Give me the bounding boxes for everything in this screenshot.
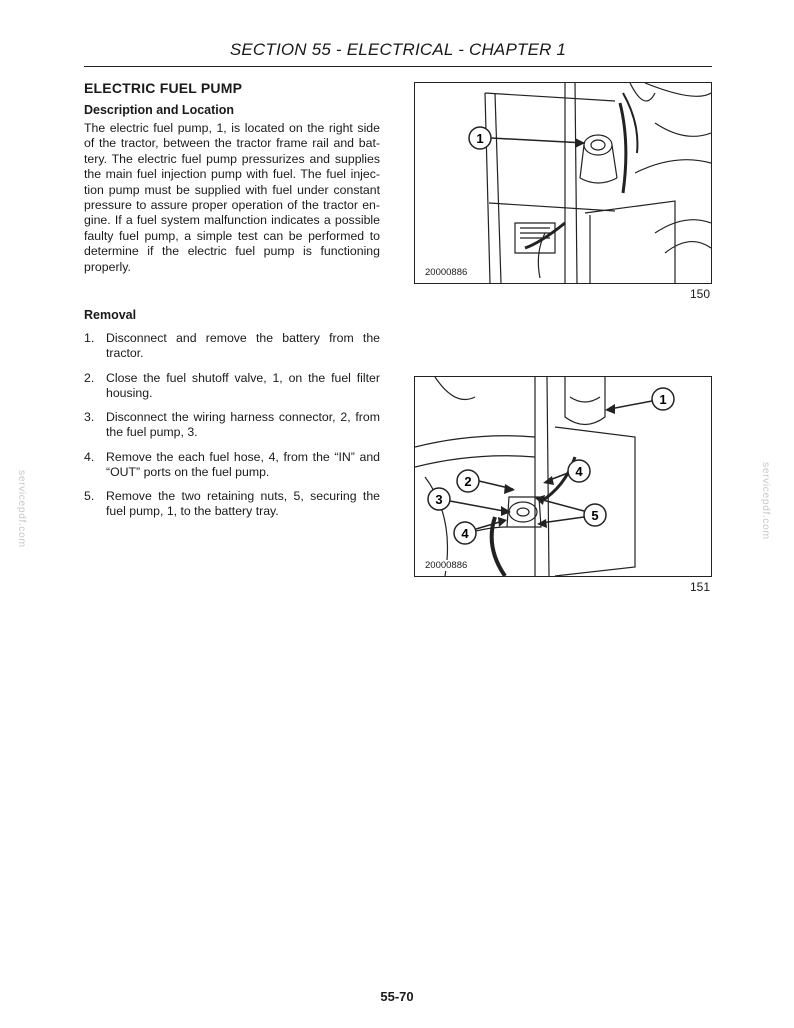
callout-label: 4 (575, 464, 583, 479)
step-number: 2. (84, 370, 95, 385)
callout-label: 5 (591, 508, 599, 523)
step-item (84, 489, 380, 519)
callout-label: 4 (461, 526, 469, 541)
figure-code: 20000886 (425, 267, 468, 278)
watermark-left: servicepdf.com (16, 470, 28, 548)
header-rule (84, 66, 712, 67)
description-text: The electric fuel pump, 1, is located on the right side of the tractor, between the tractor frame rail and bat-tery. The electric fuel pump pressurizes and supplies the main fuel injection pump with fuel. The fuel injec-tion pump must be supplied with fuel under constant pressure to assure proper operation of the tractor en-gine. If a fuel system malfunction indicates a possible faulty fuel pump, a simple test can be performed to determine if the electric fuel pump is functioning properly. (84, 121, 380, 274)
step-text: Close the fuel shutoff valve, 1, on the fuel filter housing. (106, 370, 380, 400)
step-item (84, 450, 380, 480)
figure-151 (414, 376, 712, 577)
step-number: 3. (84, 410, 95, 424)
figure-150 (414, 82, 712, 284)
description-heading: Description and Location (84, 103, 235, 117)
page-number: 55-70 (380, 989, 414, 1004)
step-text: Remove the each fuel hose, 4, from the “IN” and “OUT” ports on the fuel pump. (106, 449, 380, 479)
callout-label: 1 (659, 392, 667, 407)
removal-section (84, 308, 380, 529)
callout-1 (605, 388, 674, 414)
step-text: Remove the two retaining nuts, 5, securing the fuel pump, 1, to the battery tray. (106, 489, 380, 518)
callout-2 (457, 470, 515, 494)
step-text: Disconnect and remove the battery from the tractor. (106, 331, 380, 360)
watermark-right: servicepdf.com (760, 462, 772, 540)
fuel-pump-removal-illustration (415, 377, 711, 576)
step-item (84, 410, 380, 440)
figure-number: 150 (689, 287, 710, 301)
figure-code: 20000886 (425, 560, 468, 571)
page-header: SECTION 55 - ELECTRICAL - CHAPTER 1 (229, 40, 567, 59)
callout-label: 2 (464, 474, 472, 489)
step-item (84, 331, 380, 361)
section-title: ELECTRIC FUEL PUMP (84, 80, 243, 96)
step-number: 5. (84, 489, 95, 503)
step-number: 4. (84, 449, 95, 464)
step-text: Disconnect the wiring harness connector, 2, from the fuel pump, 3. (106, 410, 380, 439)
fuel-pump-location-illustration (415, 83, 711, 283)
step-number: 1. (84, 331, 95, 345)
callout-label: 1 (476, 131, 484, 146)
removal-heading: Removal (84, 308, 137, 322)
removal-steps (84, 331, 380, 519)
callout-label: 3 (435, 492, 443, 507)
description-section (84, 80, 380, 275)
callout-1 (469, 127, 585, 149)
figure-number: 151 (689, 580, 710, 594)
callout-4-top (543, 460, 590, 485)
step-item (84, 371, 380, 401)
